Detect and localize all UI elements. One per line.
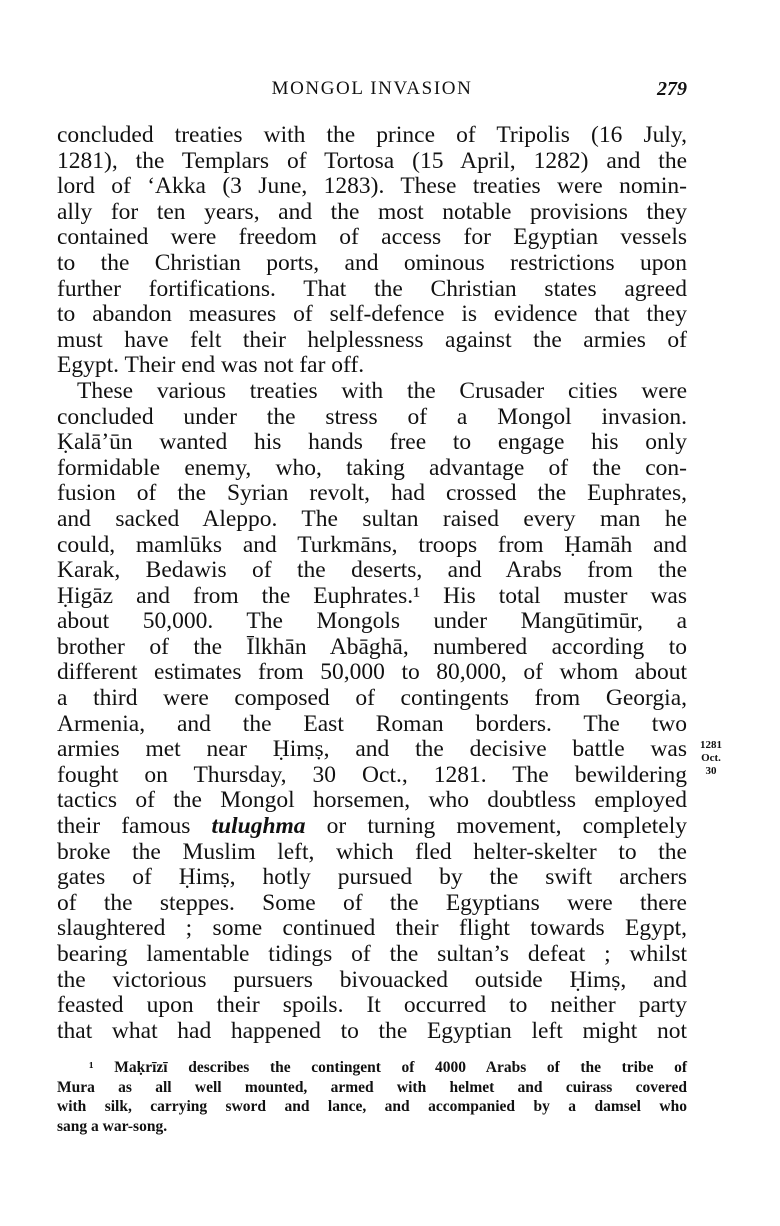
footnote-line: with silk, carrying sword and lance, and accompanied by a damsel who [57,1098,687,1115]
italic-term: tulughma [211,813,306,840]
body-line: formidable enemy, who, taking advantage of the con- [57,454,687,481]
body-line: further fortifications. That the Christian states agreed [57,275,687,302]
body-line: armies met near Ḥimṣ, and the decisive battle was [57,736,687,763]
running-title: MONGOL INVASION [271,78,473,99]
running-head [57,78,687,102]
text-segment: or turning movement, completely [305,813,687,840]
footnote-line: ¹ Maḳrīzī describes the contingent of 4000 Arabs of the tribe of [89,1059,687,1076]
body-line: must have felt their helplessness against the armies of [57,326,687,353]
body-line: contained were freedom of access for Egyptian vessels [57,224,687,251]
text-segment: their famous [57,813,212,840]
body-line: 1281), the Templars of Tortosa (15 April, 1282) and the [57,147,687,174]
body-line: tactics of the Mongol horsemen, who doubtless employed [57,787,687,814]
body-text [57,123,687,1044]
body-line: to abandon measures of self-defence is evidence that they [57,301,687,328]
body-line: could, mamlūks and Turkmāns, troops from Ḥamāh and [57,531,687,558]
body-line: fought on Thursday, 30 Oct., 1281. The bewildering [57,761,687,788]
body-line: to the Christian ports, and ominous restrictions upon [57,249,687,276]
body-line: Armenia, and the East Roman borders. The two [57,710,687,737]
body-line: Karak, Bedawis of the deserts, and Arabs from the [57,557,687,584]
paragraph-start-line: These various treaties with the Crusader cities were [77,377,687,404]
body-line: concluded under the stress of a Mongol invasion. [57,403,687,430]
body-line: concluded treaties with the prince of Tripolis (16 July, [57,122,687,148]
footnote-line: sang a war-song. [57,1117,168,1135]
body-line: about 50,000. The Mongols under Mangūtimūr, a [57,608,687,635]
footnote-line: Mura as all well mounted, armed with helmet and cuirass covered [57,1078,687,1096]
body-line: slaughtered ; some continued their flight towards Egypt, [57,915,687,942]
body-line: Egypt. Their end was not far off. [57,352,365,379]
margin-date-note [694,739,728,778]
body-line: of the steppes. Some of the Egyptians were there [57,889,687,916]
body-line: Ḥigāz and from the Euphrates.¹ His total muster was [57,582,687,609]
body-line: lord of ‘Akka (3 June, 1283). These treaties were nomin- [57,173,687,200]
body-line: brother of the Īlkhān Abāghā, numbered according to [57,633,687,660]
body-line: bearing lamentable tidings of the sultan’s defeat ; whilst [57,941,687,967]
body-line-with-italic [57,814,687,840]
body-line: and sacked Aleppo. The sultan raised every man he [57,505,687,532]
body-line: a third were composed of contingents from Georgia, [57,685,687,712]
margin-year: 1281 [700,739,722,751]
body-line: different estimates from 50,000 to 80,000, of whom about [57,659,687,686]
page-number: 279 [657,78,687,100]
footnote [57,1058,687,1136]
body-line: ally for ten years, and the most notable provisions they [57,198,687,225]
body-line: feasted upon their spoils. It occurred to neither party [57,992,687,1019]
body-line: broke the Muslim left, which fled helter-skelter to the [57,838,687,865]
body-line: Ḳalā’ūn wanted his hands free to engage his only [57,429,687,456]
body-line: fusion of the Syrian revolt, had crossed the Euphrates, [57,480,687,507]
body-line: that what had happened to the Egyptian left might not [57,1017,687,1044]
body-line: gates of Ḥimṣ, hotly pursued by the swift archers [57,864,687,891]
body-line: the victorious pursuers bivouacked outside Ḥimṣ, and [57,966,687,993]
margin-day: 30 [705,765,717,777]
margin-month: Oct. [701,752,721,764]
